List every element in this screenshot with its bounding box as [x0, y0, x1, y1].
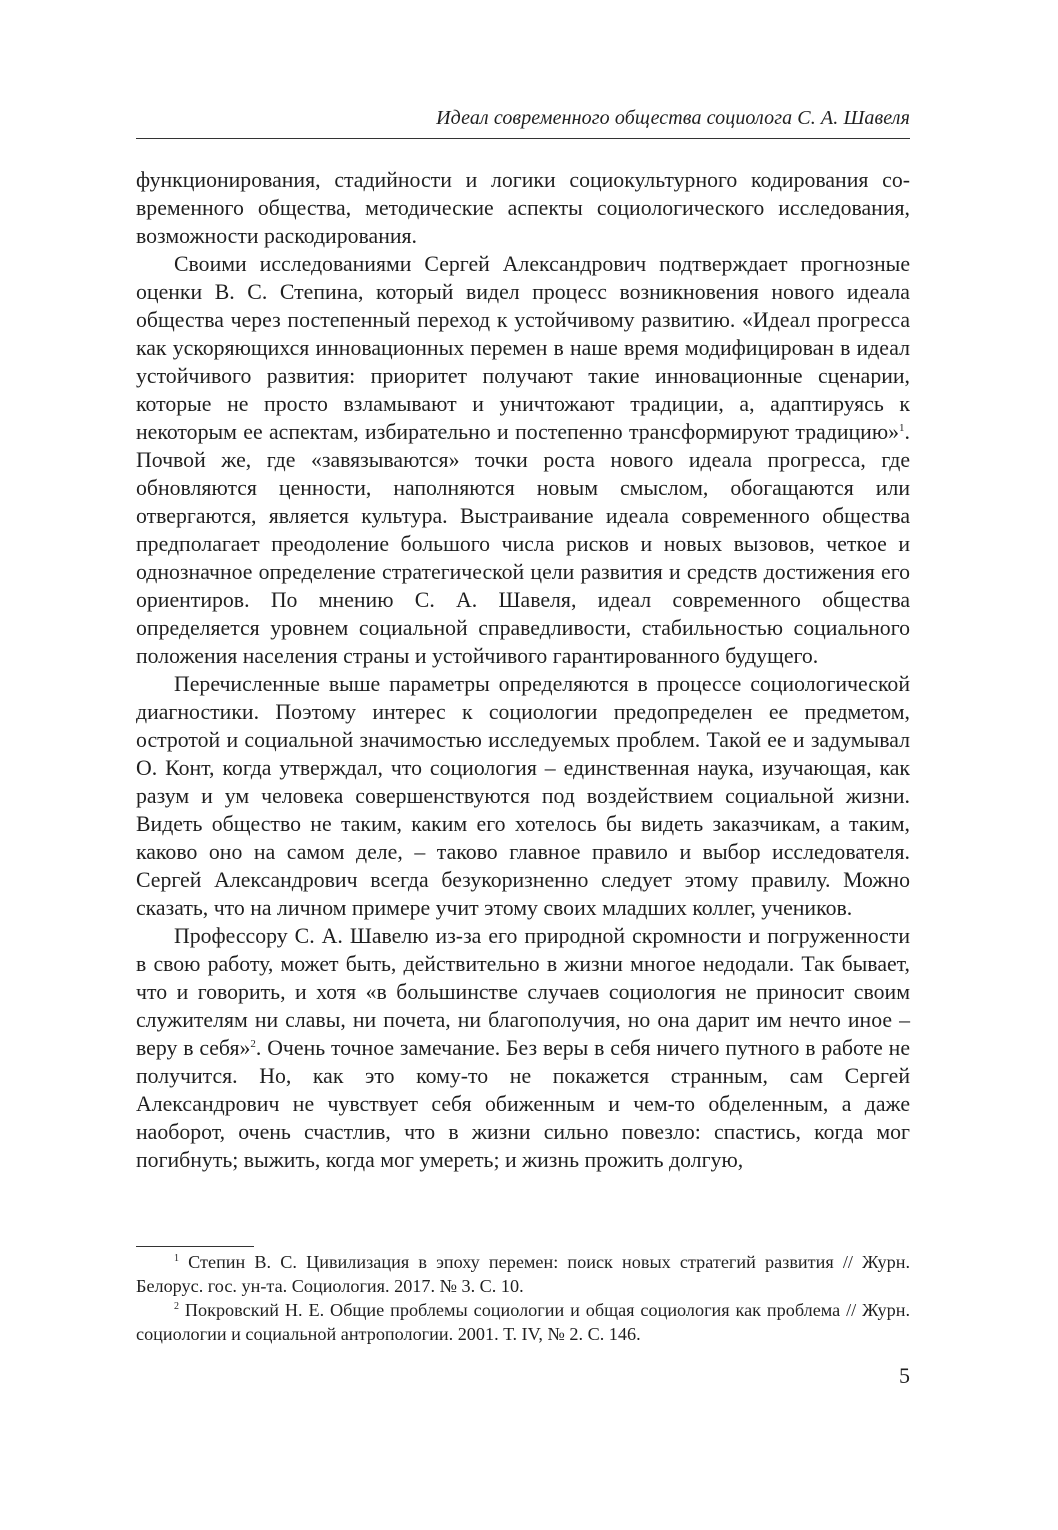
header-divider: [136, 138, 910, 139]
paragraph-2-text-a: Своими исследованиями Сергей Александрович подтверждает прогнозные оценки В. С. Степина, который видел процесс возникновения нового идеала общества через постепенный переход к устойчивому развитию. «Идеал прогресса как ускоряющихся инновационных перемен в наше время модифицирован в идеал устойчивого развития: приоритет получают такие инновационные сценарии, которые не просто взламывают и уничтожают традиции, а, адаптируясь к некоторым ее аспектам, избирательно и постепенно трансформируют традицию»: [136, 252, 910, 444]
page-number: 5: [899, 1363, 910, 1388]
footnotes: [136, 1250, 910, 1346]
paragraph-2-text-b: . Почвой же, где «завязываются» точки роста нового идеала прогресса, где обновляются ценности, наполняются новым смыслом, обогащаются или отвергаются, является культура. Выстраивание идеала современного общества предполагает преодоление большого числа рисков и новых вызовов, четкое и однозначное определение стратегической цели развития и средств достижения его ориентиров. По мнению С. А. Шавеля, идеал современного общества определяется уровнем социальной справедливости, стабильностью социального положения населения страны и устойчивого гарантированного будущего.: [136, 420, 910, 668]
footnote-divider: [136, 1246, 254, 1247]
paragraph-4: [136, 922, 910, 1174]
paragraph-4-text-a: Профессору С. А. Шавелю из-за его природной скромности и погруженности в свою работу, может быть, действительно в жизни многое недодали. Так бывает, что и говорить, и хотя «в большинстве случаев социология не приносит своим служителям ни славы, ни почета, ни благополучия, но она дарит им нечто иное – веру в себя»: [136, 924, 910, 1060]
footnote-2-text: Покровский Н. Е. Общие проблемы социологии и общая социология как проблема // Журн. социологии и социальной антропологии. 2001. Т. IV, № 2. С. 146.: [136, 1300, 910, 1344]
running-title: Идеал современного общества социолога С. А. Шавеля: [436, 107, 910, 129]
footnote-ref-2[interactable]: 2: [250, 1038, 256, 1050]
footnote-1: [136, 1250, 910, 1298]
footnote-ref-1[interactable]: 1: [899, 422, 905, 434]
footnote-1-text: Степин В. С. Цивилизация в эпоху перемен: поиск новых стратегий развития // Журн. Белорус. гос. ун-та. Социология. 2017. № 3. С. 10.: [136, 1252, 910, 1296]
footnote-2-number: 2: [174, 1301, 179, 1312]
body-text: [136, 166, 910, 1174]
paragraph-1: функционирования, стадийности и логики социокультурного кодирования современного общества, методические аспекты социологического исследования, возможности раскодирования.: [136, 168, 910, 248]
footnote-1-number: 1: [174, 1253, 179, 1264]
paragraph-3: Перечисленные выше параметры определяются в процессе социологической диагностики. Поэтому интерес к социологии предопределен ее предметом, остротой и социальной значимостью исследуемых проблем. Такой ее и задумывал О. Конт, когда утверждал, что социология – единственная наука, изучающая, как разум и ум человека совершенствуются под воздействием социальной жизни. Видеть общество не таким, каким его хотелось бы видеть заказчикам, а таким, каково оно на самом деле, – таково главное правило и выбор исследователя. Сергей Александрович всегда безукоризненно следует этому правилу. Можно сказать, что на личном примере учит этому своих младших коллег, учеников.: [136, 672, 910, 920]
paragraph-4-text-b: . Очень точное замечание. Без веры в себя ничего путного в работе не получится. Но, как это кому-то не покажется странным, сам Сергей Александрович не чувствует себя обиженным и чем-то обделенным, а даже наоборот, очень счастлив, что в жизни сильно повезло: спастись, когда мог погибнуть; выжить, когда мог умереть; и жизнь прожить долгую,: [136, 1036, 910, 1172]
paragraph-2: [136, 250, 910, 670]
footnote-2: [136, 1298, 910, 1346]
